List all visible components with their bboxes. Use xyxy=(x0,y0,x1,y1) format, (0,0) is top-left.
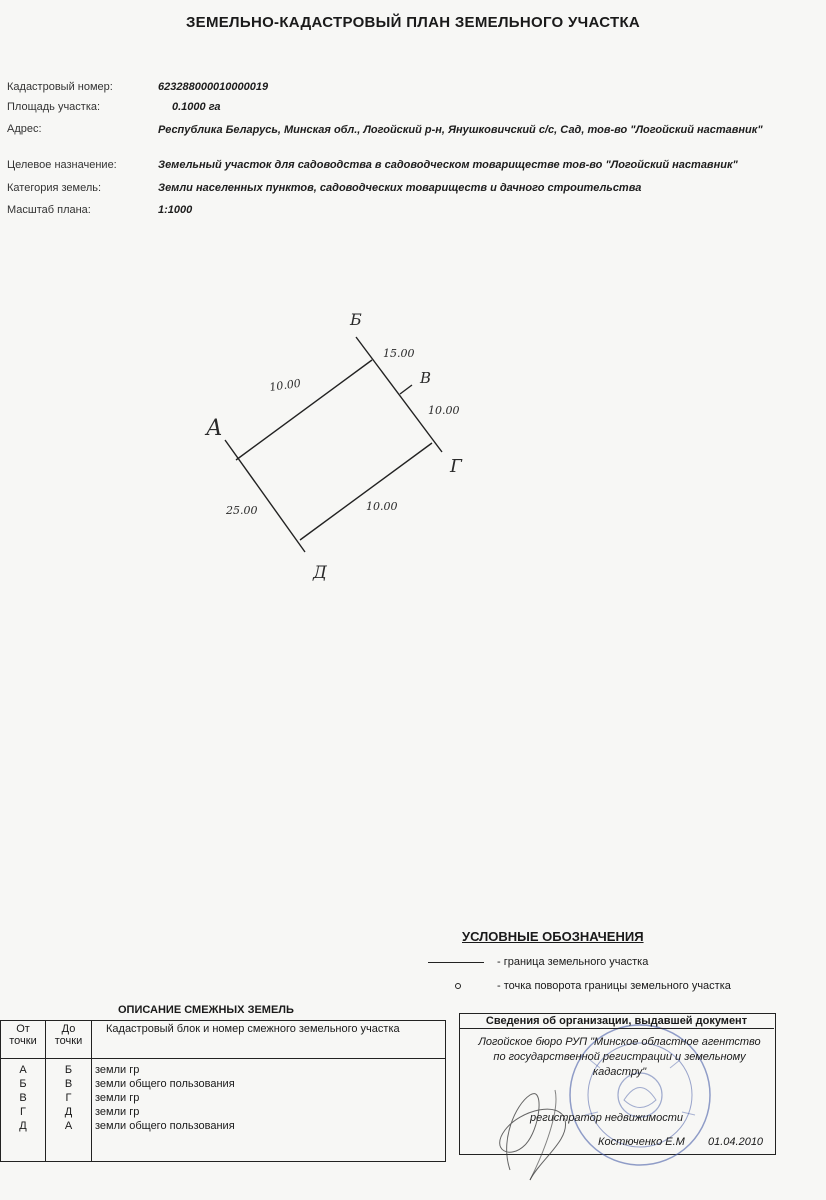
land-category-value: Земли населенных пунктов, садоводческих товариществ и дачного строительства xyxy=(158,182,642,194)
row-desc: земли общего пользования xyxy=(92,1119,446,1162)
row-from: В xyxy=(1,1091,46,1105)
header-to-point: До точки xyxy=(46,1021,92,1059)
scale-label: Масштаб плана: xyxy=(7,204,91,216)
purpose-value: Земельный участок для садоводства в садоводческом товариществе тов-во "Логойский наставник" xyxy=(158,159,738,171)
length-d-a-label: 25.00 xyxy=(226,504,258,517)
row-desc: земли гр xyxy=(92,1105,446,1119)
point-a-label: А xyxy=(206,416,223,441)
cadastral-number-label: Кадастровый номер: xyxy=(7,81,113,93)
registrar-name: Костюченко Е.М xyxy=(598,1136,685,1148)
adjacent-lands-table xyxy=(0,1020,446,1162)
row-to: Б xyxy=(46,1059,92,1078)
row-from: А xyxy=(1,1059,46,1078)
row-to: А xyxy=(46,1119,92,1162)
cadastral-number-value: 623288000010000019 xyxy=(158,81,269,93)
organization-title: Сведения об организации, выдавшей документ xyxy=(459,1015,774,1029)
point-b-label: Б xyxy=(350,310,362,329)
area-label: Площадь участка: xyxy=(7,101,101,113)
row-from: Д xyxy=(1,1119,46,1162)
length-b-v-label: 15.00 xyxy=(383,347,415,360)
handwritten-signature xyxy=(470,1050,610,1190)
header-description: Кадастровый блок и номер смежного земельного участка xyxy=(92,1021,446,1059)
table-row xyxy=(1,1105,446,1119)
row-to: Д xyxy=(46,1105,92,1119)
land-category-label: Категория земель: xyxy=(7,182,102,194)
row-to: Г xyxy=(46,1091,92,1105)
point-d-label: Д xyxy=(313,563,327,583)
document-title: ЗЕМЕЛЬНО-КАДАСТРОВЫЙ ПЛАН ЗЕМЕЛЬНОГО УЧАСТКА xyxy=(185,14,641,31)
length-v-g-label: 10.00 xyxy=(428,404,460,417)
organization-name: Логойское бюро РУП "Минское областное агентство по государственной регистрации и земельному кадастру" xyxy=(478,1036,761,1078)
boundary-line-symbol xyxy=(428,962,484,963)
area-value: 0.1000 га xyxy=(172,101,221,113)
boundary-d-a-line xyxy=(225,440,305,552)
table-row xyxy=(1,1059,446,1078)
address-value: Республика Беларусь, Минская обл., Логойский р-н, Янушковичский с/с, Сад, тов-во "Логойский наставник" xyxy=(158,124,763,136)
issue-date: 01.04.2010 xyxy=(708,1136,764,1148)
boundary-g-d-line xyxy=(300,443,432,540)
table-row xyxy=(1,1119,446,1162)
row-desc: земли общего пользования xyxy=(92,1077,446,1091)
plot-boundary xyxy=(225,337,442,552)
point-v-label: В xyxy=(420,369,432,387)
length-g-d-label: 10.00 xyxy=(366,500,398,513)
boundary-v-tick xyxy=(400,385,412,394)
purpose-label: Целевое назначение: xyxy=(7,159,117,171)
row-from: Г xyxy=(1,1105,46,1119)
table-row xyxy=(1,1091,446,1105)
address-label: Адрес: xyxy=(7,123,42,135)
row-desc: земли гр xyxy=(92,1091,446,1105)
point-g-label: Г xyxy=(450,456,462,477)
header-from-point: От точки xyxy=(1,1021,46,1059)
legend-title: УСЛОВНЫЕ ОБОЗНАЧЕНИЯ xyxy=(462,929,644,944)
row-desc: земли гр xyxy=(92,1059,446,1078)
adjacent-lands-title: ОПИСАНИЕ СМЕЖНЫХ ЗЕМЕЛЬ xyxy=(118,1004,294,1016)
row-from: Б xyxy=(1,1077,46,1091)
scale-value: 1:1000 xyxy=(158,204,193,216)
boundary-a-b-line xyxy=(236,360,372,460)
length-a-b-label: 10.00 xyxy=(268,376,302,394)
legend-boundary-text: - граница земельного участка xyxy=(497,956,649,968)
turning-point-symbol xyxy=(455,983,461,989)
row-to: В xyxy=(46,1077,92,1091)
legend-point-text: - точка поворота границы земельного участка xyxy=(497,980,731,992)
table-row xyxy=(1,1077,446,1091)
registrar-role: регистратор недвижимости xyxy=(530,1112,683,1124)
